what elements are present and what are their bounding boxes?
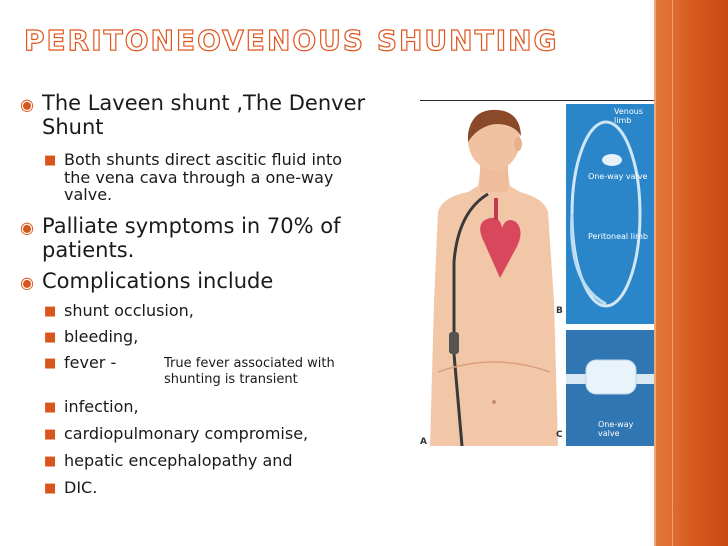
- figure-panel-b: [556, 104, 654, 324]
- valve-icon: [449, 332, 459, 354]
- fever-note-line-2: shunting is transient: [164, 372, 298, 387]
- figure-letter-c: C: [556, 430, 563, 440]
- sub-bullet-icon: ■: [44, 400, 57, 415]
- divider-line: [420, 100, 654, 101]
- bullet-text-cont: Shunt: [42, 115, 104, 139]
- bullet-text-cont: patients.: [42, 238, 135, 262]
- label-one-way-valve: One-way valve: [588, 172, 648, 181]
- bullet-icon: ◉: [20, 273, 34, 292]
- fever-note-line-1: True fever associated with: [164, 356, 335, 371]
- sub-bullet-icon: ■: [44, 330, 57, 345]
- shunt-device-image: [566, 104, 654, 324]
- sub-bullet-icon: ■: [44, 304, 57, 319]
- figure-letter-a: A: [420, 437, 427, 446]
- anatomy-illustration: [418, 102, 566, 446]
- sub-bullet-icon: ■: [44, 481, 57, 496]
- sub-bullet-icon: ■: [44, 153, 57, 168]
- figure-panel-c: [556, 330, 654, 446]
- bullet-text: Complications include: [42, 269, 274, 293]
- label-venous-limb: Venous limb: [614, 107, 643, 125]
- figure-panel-a: [418, 102, 566, 446]
- sub-bullet-line-3: valve.: [64, 185, 113, 204]
- list-item-text: cardiopulmonary compromise,: [64, 424, 309, 443]
- list-item-text: infection,: [64, 397, 139, 416]
- decorative-side-band: [654, 0, 728, 546]
- sub-bullet-icon: ■: [44, 356, 57, 371]
- list-item-text: hepatic encephalopathy and: [64, 451, 293, 470]
- bullet-text: Palliate symptoms in 70% of: [42, 214, 341, 238]
- list-item-text: DIC.: [64, 478, 98, 497]
- slide-title: PERITONEOVENOUS SHUNTING: [24, 24, 559, 57]
- label-peritoneal-limb: Peritoneal limb: [588, 232, 648, 241]
- list-item-text: bleeding,: [64, 327, 139, 346]
- list-item-text: shunt occlusion,: [64, 301, 194, 320]
- bullet-text: The Laveen shunt ,The Denver: [42, 91, 366, 115]
- label-one-way-valve-c: One-way valve: [598, 420, 634, 438]
- fever-note: [164, 356, 404, 388]
- sub-bullet-line-1: Both shunts direct ascitic fluid into: [64, 150, 343, 169]
- bullet-icon: ◉: [20, 218, 34, 237]
- sub-bullet-icon: ■: [44, 454, 57, 469]
- figure-letter-b: B: [556, 306, 563, 316]
- bullet-icon: ◉: [20, 95, 34, 114]
- sub-bullet-line-2: the vena cava through a one-way: [64, 168, 334, 187]
- sub-bullet-icon: ■: [44, 427, 57, 442]
- list-item-text: fever -: [64, 353, 117, 372]
